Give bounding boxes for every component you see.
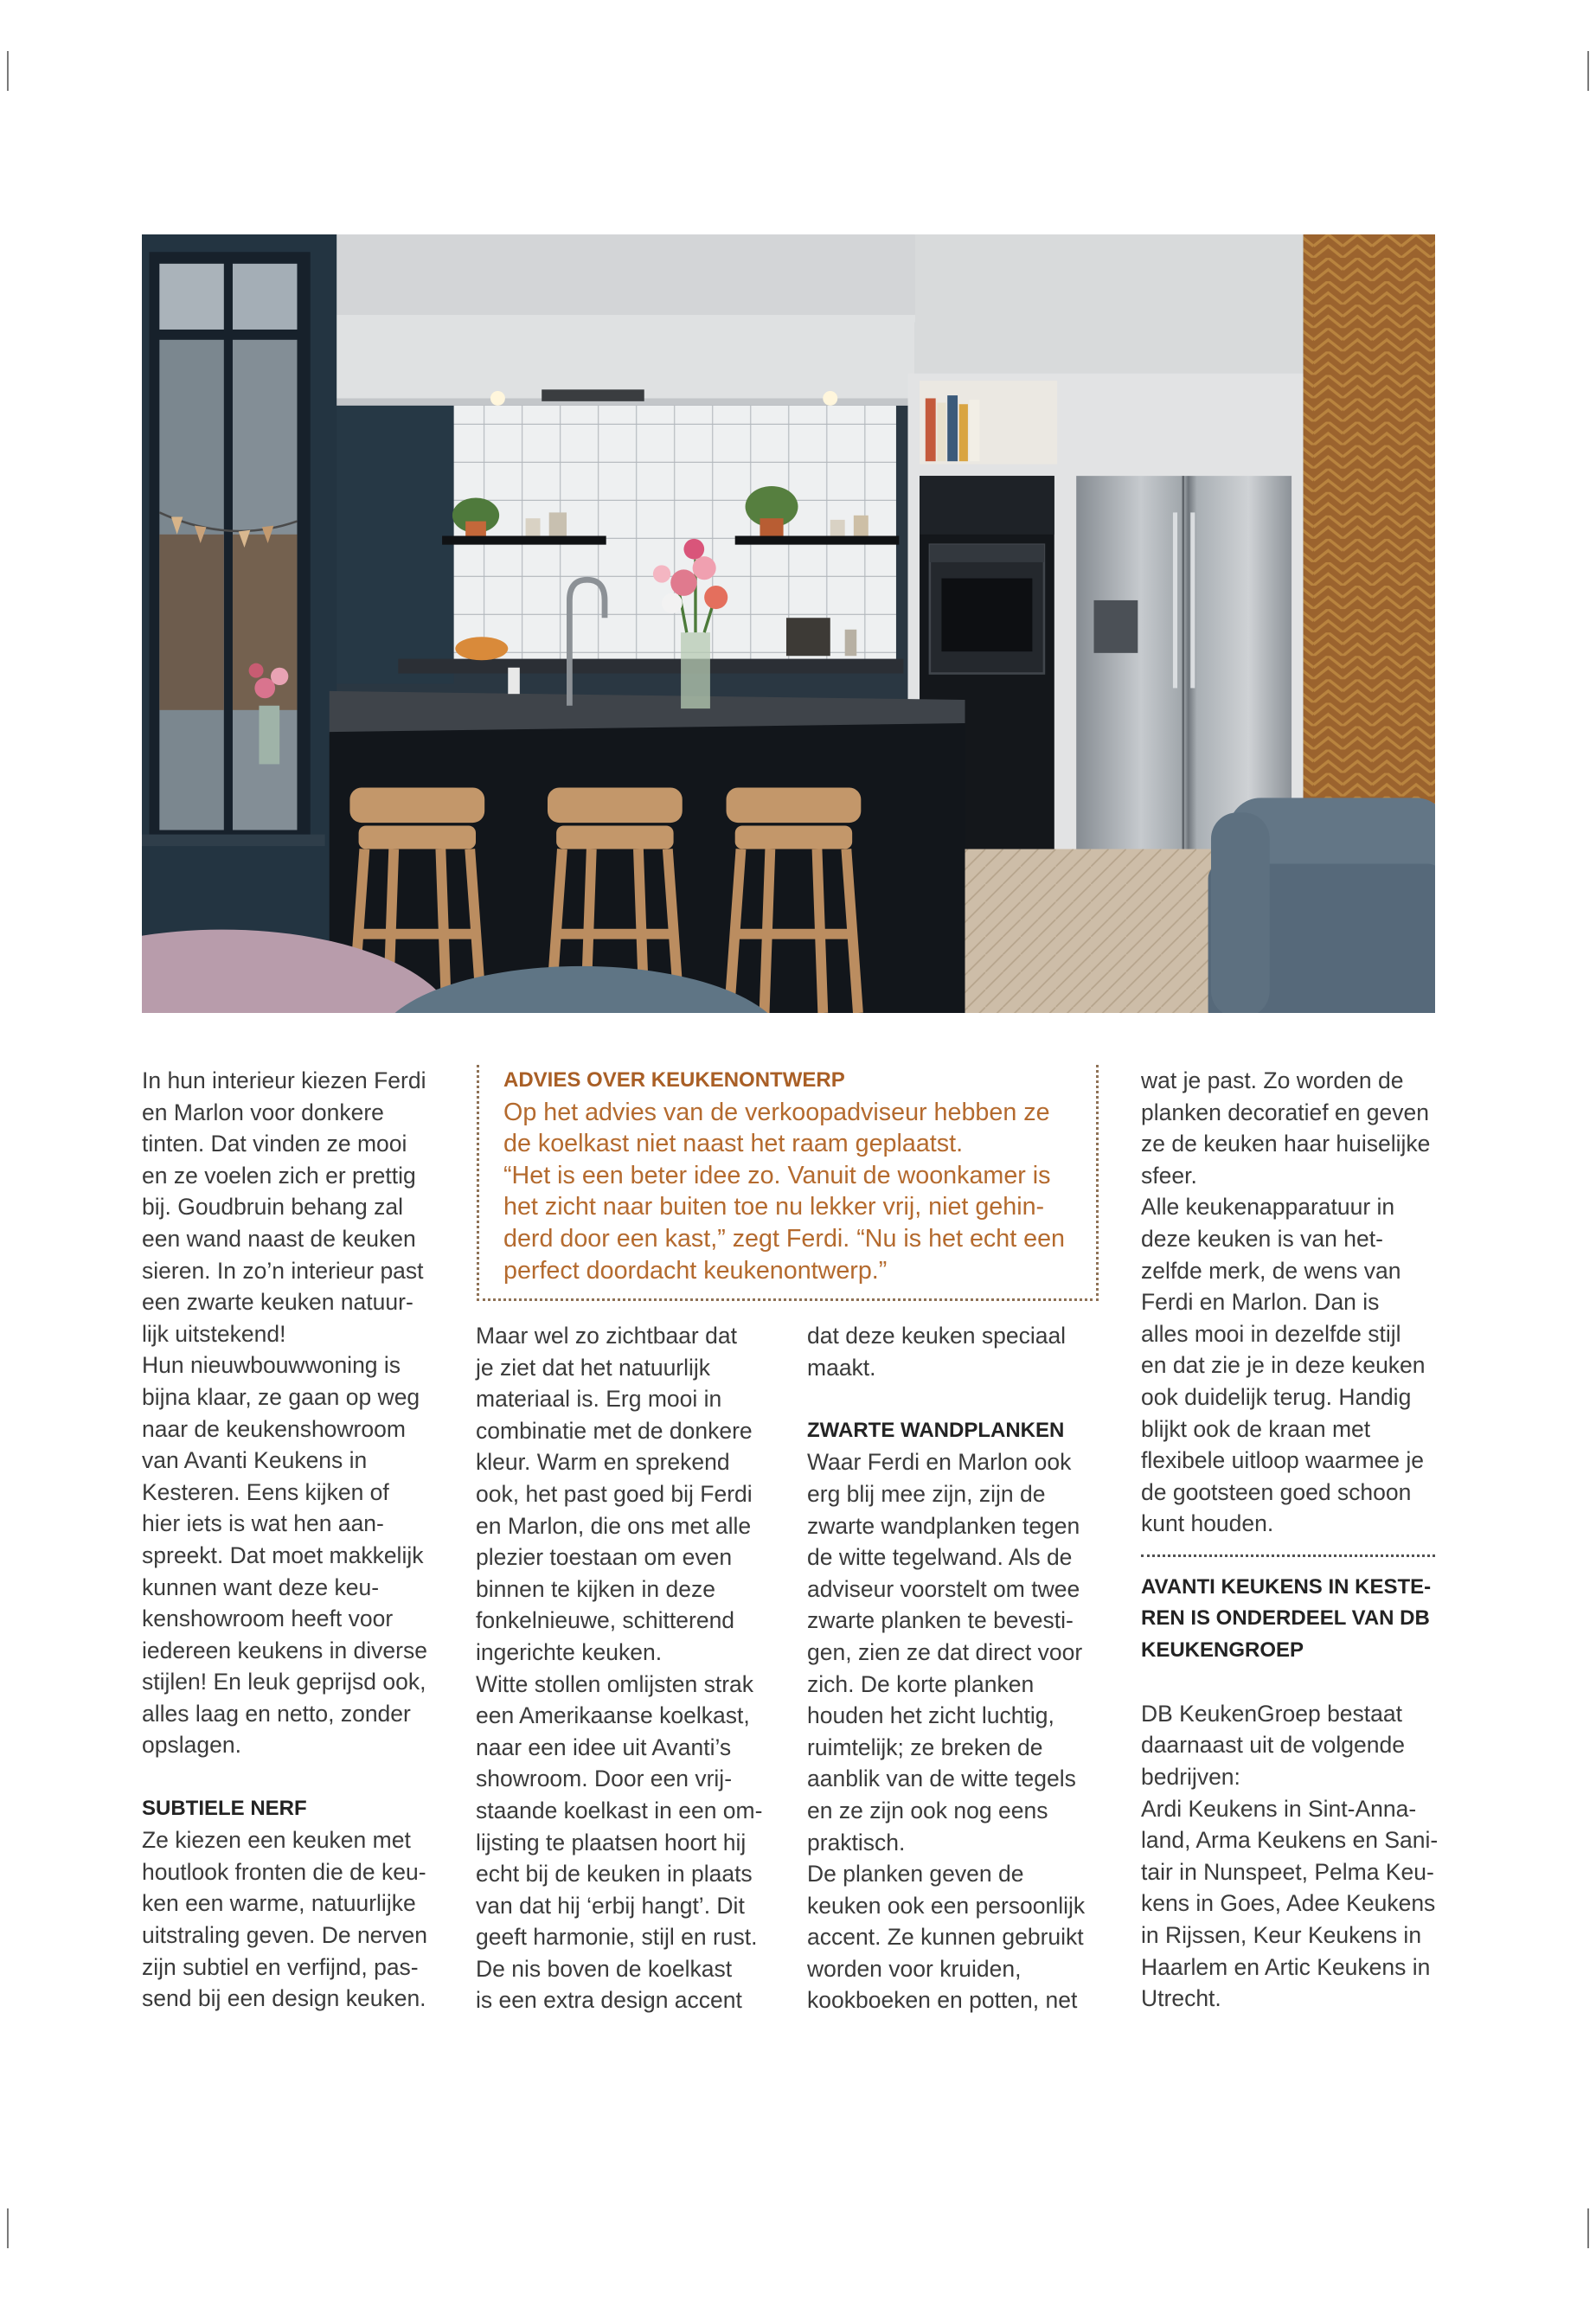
column-1	[142, 1065, 427, 2015]
ceiling-soffit	[292, 315, 915, 406]
column-2	[476, 1320, 762, 2016]
fruit-bowl	[455, 637, 508, 660]
column-2-body: Maar wel zo zichtbaar dat je ziet dat het natuurlijk materiaal is. Erg mooi in combinatie met de donkere kleur. Warm en sprekend ook, het past goed bij Ferdi en Marlon, die ons met alle plezier toestaan om even binnen te kijken in deze fonkelnieuwe, schitterend ingerichte keuken. Witte stollen omlijsten strak een Amerikaanse koelkast, naar een idee uit Avanti’s showroom. Door een vrij- staande koelkast in een om- lijsting te plaatsen hoort hij echt bij de keuken in plaats van dat hij ‘erbij hangt’. Dit geeft harmonie, stijl en rust. De nis boven de koelkast is een extra design accent	[476, 1323, 763, 2014]
column-1-heading: SUBTIELE NERF	[142, 1796, 307, 1820]
column-1-body-2: Ze kiezen een keuken met houtlook fronten die de keu- ken een warme, natuurlijke uitstraling geven. De nerven zijn subtiel en verfijnd, pas- send bij een design keuken.	[142, 1827, 427, 2012]
column-3-body-2: Waar Ferdi en Marlon ook erg blij mee zijn, zijn de zwarte wandplanken tegen de witte tegelwand. Als de adviseur voorstelt om twee zwarte planken te bevesti- gen, zien ze dat direct voor zich. De korte planken houden het zicht luchtig, ruimtelijk; ze breken de aanblik van de witte tegels en ze zijn ook nog eens praktisch. De planken geven de keuken ook een persoonlijk accent. Ze kunnen gebruikt worden voor kruiden, kookboeken en potten, net	[807, 1449, 1086, 2014]
column-4-body-2: DB KeukenGroep bestaat daarnaast uit de volgende bedrijven: Ardi Keukens in Sint-Anna- land, Arma Keukens en Sani- tair in Nunspeet, Pelma Keu- kens in Goes, Adee Keukens in Rijssen, Keur Keukens in Haarlem en Artic Keukens in Utrecht.	[1141, 1700, 1439, 2012]
crop-mark-top-left	[7, 51, 9, 91]
column-3-body: dat deze keuken speciaal maakt.	[807, 1323, 1067, 1381]
crop-mark-bottom-left	[7, 2208, 9, 2248]
column-4-body: wat je past. Zo worden de planken decoratief en geven ze de keuken haar huiselijke sfeer. Alle keukenapparatuur in deze keuken is van het- zelfde merk, de wens van Ferdi en Marlon. Dan is alles mooi in dezelfde stijl en dat zie je in deze keuken ook duidelijk terug. Handig blijkt ook de kraan met flexibele uitloop waarmee je de gootsteen goed schoon kunt houden.	[1141, 1067, 1431, 1537]
column-3-heading: ZWARTE WANDPLANKEN	[807, 1418, 1065, 1442]
kitchen-photo	[142, 234, 1435, 1013]
column-1-body: In hun interieur kiezen Ferdi en Marlon voor donkere tinten. Dat vinden ze mooi en ze voelen zich er prettig bij. Goudbruin behang zal een wand naast de keuken sieren. In zo’n interieur past een zwarte keuken natuur- lijk uitstekend! Hun nieuwbouwwoning is bijna klaar, ze gaan op weg naar de keukenshowroom van Avanti Keukens in Kesteren. Eens kijken of hier iets is wat hen aan- spreekt. Dat moet makkelijk kunnen want deze keu- kenshowroom heeft voor iedereen keukens in diverse stijlen! En leuk geprijsd ook, alles laag en netto, zonder opslagen.	[142, 1067, 427, 1759]
crop-mark-bottom-right	[1587, 2208, 1589, 2248]
advice-box-heading: ADVIES OVER KEUKENONTWERP	[503, 1068, 845, 1092]
book-niche	[920, 381, 1057, 464]
back-counter	[398, 659, 903, 674]
window	[142, 252, 325, 846]
dotted-divider	[1141, 1540, 1435, 1572]
column-4	[1141, 1065, 1438, 2015]
wood-wall	[1304, 234, 1435, 849]
advice-box-quote: Op het advies van de verkoopadviseur hebben ze de koelkast niet naast het raam geplaatst. “Het is een beter idee zo. Vanuit de woonkamer is het zicht naar buiten toe nu lekker vrij, niet gehin- derd door een kast,” zegt Ferdi. “Nu is het echt een perfect doordacht keukenontwerp.”	[503, 1098, 1065, 1285]
sofa	[1208, 798, 1435, 1013]
column-3	[807, 1320, 1085, 2016]
crop-mark-top-right	[1587, 51, 1589, 91]
range-hood	[542, 389, 644, 401]
advice-box	[477, 1065, 1099, 1301]
column-4-heading: AVANTI KEUKENS IN KESTE- REN IS ONDERDEEL VAN DB KEUKENGROEP	[1141, 1574, 1432, 1662]
